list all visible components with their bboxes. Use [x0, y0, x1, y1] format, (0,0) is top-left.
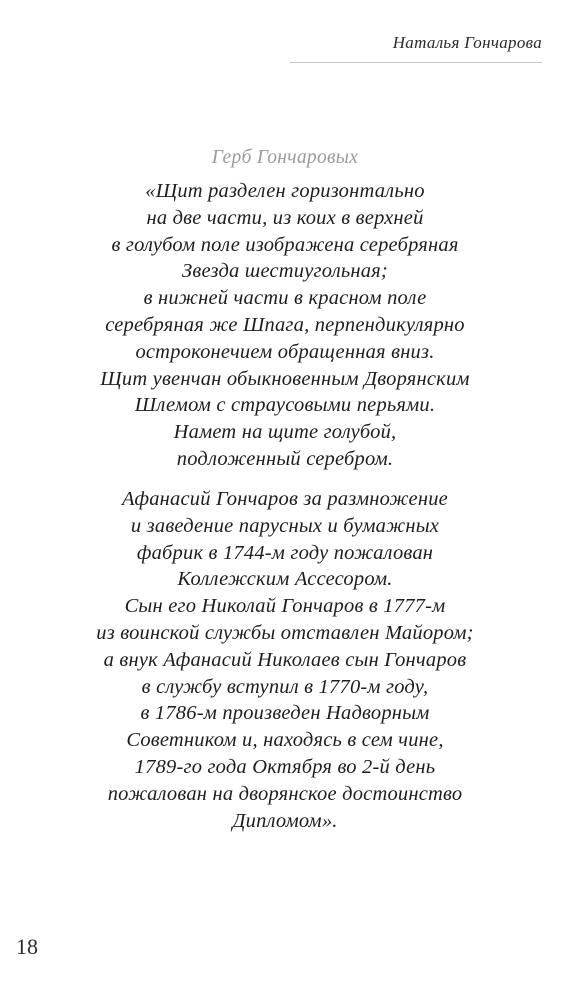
text-line: остроконечием обращенная вниз. [135, 340, 435, 363]
text-line: фабрик в 1744-м году пожалован [136, 541, 434, 564]
text-line: Щит увенчан обыкновенным Дворянским [100, 367, 470, 390]
paragraph-coat-of-arms [0, 178, 570, 473]
text-line: на две части, из коих в верхней [146, 206, 424, 229]
text-line: в 1786-м произведен Надворным [140, 702, 430, 725]
text-line: а внук Афанасий Николаев сын Гончаров [103, 648, 467, 671]
text-line: Звезда шестиугольная; [182, 260, 388, 283]
header-rule [290, 62, 542, 63]
text-line: и заведение парусных и бумажных [130, 514, 440, 537]
text-line: серебряная же Шпага, перпендикулярно [105, 313, 465, 336]
text-line: Афанасий Гончаров за размножение [122, 488, 448, 510]
text-line: в голубом поле изображена серебряная [111, 233, 459, 256]
text-line: Сын его Николай Гончаров в 1777-м [124, 595, 446, 618]
text-line: подложенный серебром. [176, 447, 394, 470]
page-number: 18 [16, 934, 38, 959]
text-line: 1789-го года Октября во 2-й день [134, 755, 436, 778]
text-line: в нижней части в красном поле [143, 287, 427, 310]
running-head: Наталья Гончарова [392, 33, 542, 52]
section-title: Герб Гончаровых [211, 147, 359, 168]
text-line: из воинской службы отставлен Майором; [96, 621, 474, 644]
text-line: в службу вступил в 1770-м году, [141, 675, 429, 698]
text-line: «Щит разделен горизонтально [145, 180, 425, 202]
text-line: Советником и, находясь в сем чине, [126, 729, 444, 752]
text-line: Намет на щите голубой, [173, 421, 397, 444]
text-line: Коллежским Ассесором. [177, 568, 393, 591]
text-line: Шлемом с страусовыми перьями. [134, 394, 436, 417]
text-line: пожалован на дворянское достоинство [107, 782, 463, 805]
text-line: Дипломом». [232, 809, 338, 832]
paragraph-family-history [0, 486, 570, 834]
